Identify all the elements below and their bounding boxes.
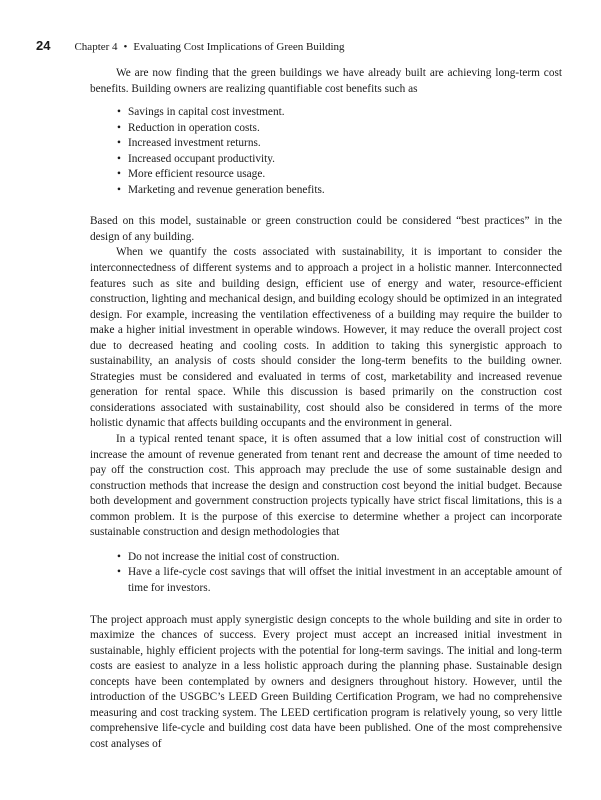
bullet-icon: • — [117, 566, 121, 579]
bullet-icon: • — [117, 106, 121, 119]
benefits-list — [90, 105, 562, 198]
bullet-icon: • — [117, 183, 121, 196]
bullet-icon: • — [117, 137, 121, 150]
list-item: • Increased occupant productivity. — [117, 152, 562, 168]
criteria-list — [90, 550, 562, 597]
paragraph-quantify-costs: When we quantify the costs associated with sustainability, it is important to consider the interconnectedness of different systems and to approach a project in a holistic manner. Interconnected features such as site and building design, efficient use of energy and water, resource-efficient construction, lighting and mechanical design, and building ecology should be optimized in an integrated design. For example, increasing the ventilation effectiveness of a building may require the builder to make a higher initial investment in operable windows. However, it may reduce the overall project cost due to decreased heating and cooling costs. In addition to taking this synergistic approach to sustainability, an analysis of costs should consider the long-term benefits to the building owner. Strategies must be considered and evaluated in terms of cost, marketability and increased revenue generation for rental space. While this discussion is based primarily on the construction cost considerations associated with sustainability, cost should also be considered in terms of the more holistic dynamic that affects building occupants and the environment in general. — [90, 246, 562, 430]
body-text — [90, 66, 562, 752]
list-item: • Increased investment returns. — [117, 136, 562, 152]
paragraph-intro: We are now finding that the green buildings we have already built are achieving long-term cost benefits. Building owners are realizing quantifiable cost benefits such as — [90, 67, 562, 95]
bullet-icon: • — [117, 152, 121, 165]
header-separator: • — [123, 41, 128, 53]
list-item: • Savings in capital cost investment. — [117, 105, 562, 121]
list-item: • More efficient resource usage. — [117, 167, 562, 183]
paragraph-best-practices: Based on this model, sustainable or green construction could be considered “best practices” in the design of any building. — [90, 215, 562, 243]
page-number: 24 — [36, 38, 51, 53]
chapter-title: Evaluating Cost Implications of Green Building — [133, 41, 345, 53]
chapter-label: Chapter 4 — [74, 41, 118, 53]
bullet-icon: • — [117, 168, 121, 181]
paragraph-tenant-space: In a typical rented tenant space, it is often assumed that a low initial cost of construction will increase the amount of revenue generated from tenant rent and decrease the amount of time needed to pay off the construction cost. This approach may preclude the use of some sustainable design and construction methods that increase the design and construction cost beyond the initial budget. Because both development and government construction projects typically have strict fiscal limitations, this is a common problem. It is the purpose of this exercise to determine whether a project can incorporate sustainable construction and design methodologies that — [90, 433, 562, 539]
bullet-icon: • — [117, 121, 121, 134]
bullet-icon: • — [117, 550, 121, 563]
list-item: • Do not increase the initial cost of construction. — [117, 550, 562, 566]
list-item: • Marketing and revenue generation benefits. — [117, 183, 562, 199]
list-item: • Reduction in operation costs. — [117, 121, 562, 137]
running-header — [36, 38, 345, 54]
list-item: • Have a life-cycle cost savings that will offset the initial investment in an acceptable amount of time for investors. — [117, 566, 562, 594]
paragraph-project-approach: The project approach must apply synergistic design concepts to the whole building and site in order to maximize the chances of success. Every project must accept an increased initial investment in sustainable, highly efficient projects with the potential for long-term savings. The initial and long-term costs are easiest to analyze in a less holistic approach during the planning phase. Sustainable design concepts have been contemplated by owners and designers throughout history. However, until the introduction of the USGBC’s LEED Green Building Certification Program, we had no comprehensive measuring and cost tracking system. The LEED certification program is relatively young, so very little comprehensive life-cycle and building cost data have been published. One of the most comprehensive cost analyses of — [90, 613, 562, 750]
